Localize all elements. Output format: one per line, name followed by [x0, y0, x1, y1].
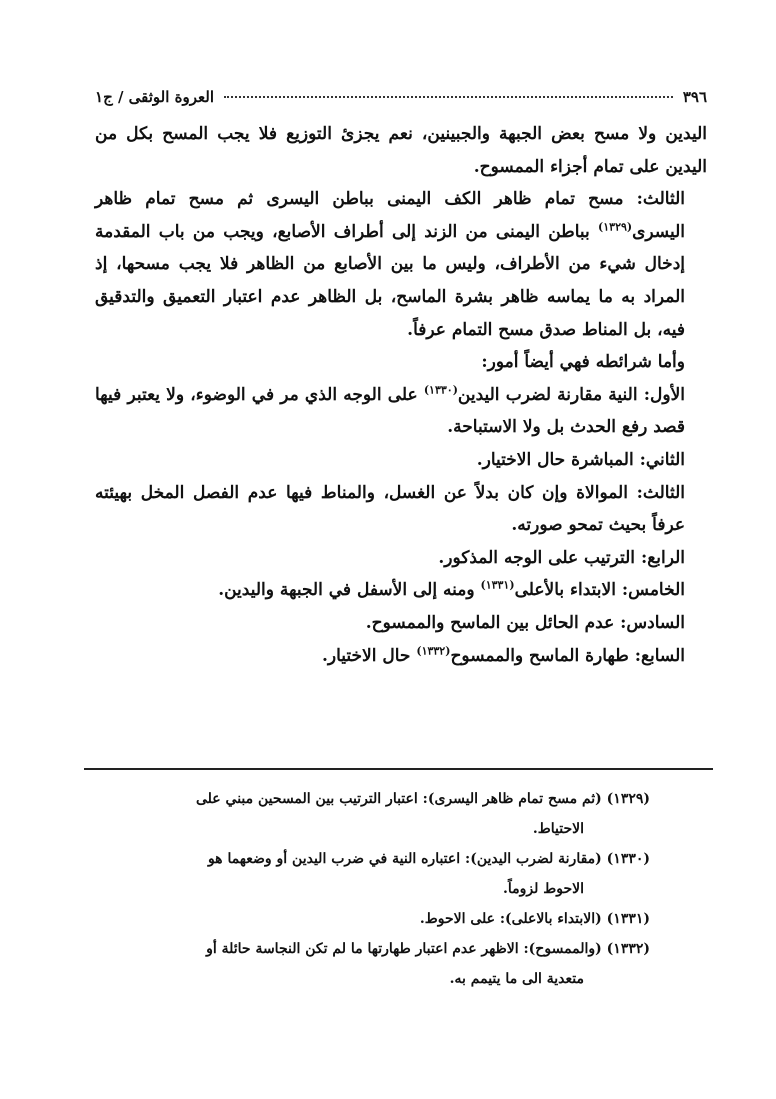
footnote: (١٣٣١) (الابتداء بالاعلى): على الاحوط.: [419, 911, 650, 927]
footnote-continuation: الاحتياط.: [532, 821, 584, 837]
paragraph: الثالث: مسح تمام ظاهر الكف اليمنى بباطن اليسرى ثم مسح تمام ظاهر اليسرى$^{(١٣٢٩)}$ بباطن اليمنى من الزند إلى أطراف الأصابع، ويجب من باب المقدمة إدخال شيء من الأطراف، وليس ما بين الأصابع من الظاهر فلا يجب مسحها، إذ المراد به ما يماسه ظاهر بشرة الماسح، بل الظاهر عدم اعتبار التعميق والتدقيق فيه، بل المناط صدق مسح التمام عرفاً.: [95, 189, 685, 340]
paragraph: الخامس: الابتداء بالأعلى$^{(١٣٣١)}$ ومنه إلى الأسفل في الجبهة واليدين.: [218, 578, 685, 601]
paragraph: السابع: طهارة الماسح والممسوح$^{(١٣٣٢)}$ حال الاختيار.: [321, 643, 685, 666]
paragraph: الرابع: الترتيب على الوجه المذكور.: [438, 547, 685, 568]
footnote-ref: (١٣٢٩): [598, 220, 633, 234]
main-text: [95, 118, 707, 672]
item-term: الخامس:: [621, 580, 685, 601]
footnote-continuation: متعدية الى ما يتيمم به.: [449, 971, 584, 987]
book-title: العروة الوثقى / ج١: [95, 88, 214, 106]
footnote-continuation: الاحوط لزوماً.: [503, 881, 584, 897]
item-term: الأول:: [643, 384, 686, 405]
item-term: الثالث:: [636, 482, 685, 503]
footnote-ref: (١٣٣٠): [423, 383, 458, 397]
header-leader-dots: [224, 96, 673, 98]
page-content: [95, 88, 707, 672]
footnote: (١٣٣٠) (مقارنة لضرب اليدين): اعتباره النية في ضرب اليدين أو وضعهما هو: [207, 851, 650, 867]
item-term: السابع:: [634, 645, 685, 666]
paragraph: اليدين ولا مسح بعض الجبهة والجبينين، نعم يجزئ التوزيع فلا يجب المسح بكل من اليدين على تمام أجزاء الممسوح.: [95, 124, 707, 177]
paragraph: الأول: النية مقارنة لضرب اليدين$^{(١٣٣٠)}$ على الوجه الذي مر في الوضوء، ولا يعتبر فيها قصد رفع الحدث بل ولا الاستباحة.: [95, 383, 686, 438]
footnote-ref: (١٣٣٢): [416, 643, 451, 657]
footnote: (١٣٢٩) (ثم مسح تمام ظاهر اليسرى): اعتبار الترتيب بين المسحين مبني على: [196, 791, 650, 807]
paragraph: الثالث: الموالاة وإن كان بدلاً عن الغسل، والمناط فيها عدم الفصل المخل بهيئته عرفاً بحيث تمحو صورته.: [95, 482, 685, 536]
item-term: الثالث:: [636, 189, 685, 210]
footnote-separator: [84, 768, 713, 770]
item-term: الثاني:: [639, 449, 685, 470]
paragraph: الثاني: المباشرة حال الاختيار.: [476, 449, 685, 470]
page-number: ٣٩٦: [682, 88, 707, 106]
item-term: السادس:: [620, 612, 685, 633]
footnote-ref: (١٣٣١): [480, 578, 515, 592]
paragraph: السادس: عدم الحائل بين الماسح والممسوح.: [365, 612, 685, 633]
running-header: [95, 88, 707, 118]
paragraph: وأما شرائطه فهي أيضاً أمور:: [481, 352, 685, 373]
footnotes: [100, 784, 650, 994]
item-term: الرابع:: [640, 547, 685, 568]
footnote: (١٣٣٢) (والممسوح): الاظهر عدم اعتبار طهارتها ما لم تكن النجاسة حائلة أو: [206, 941, 650, 957]
